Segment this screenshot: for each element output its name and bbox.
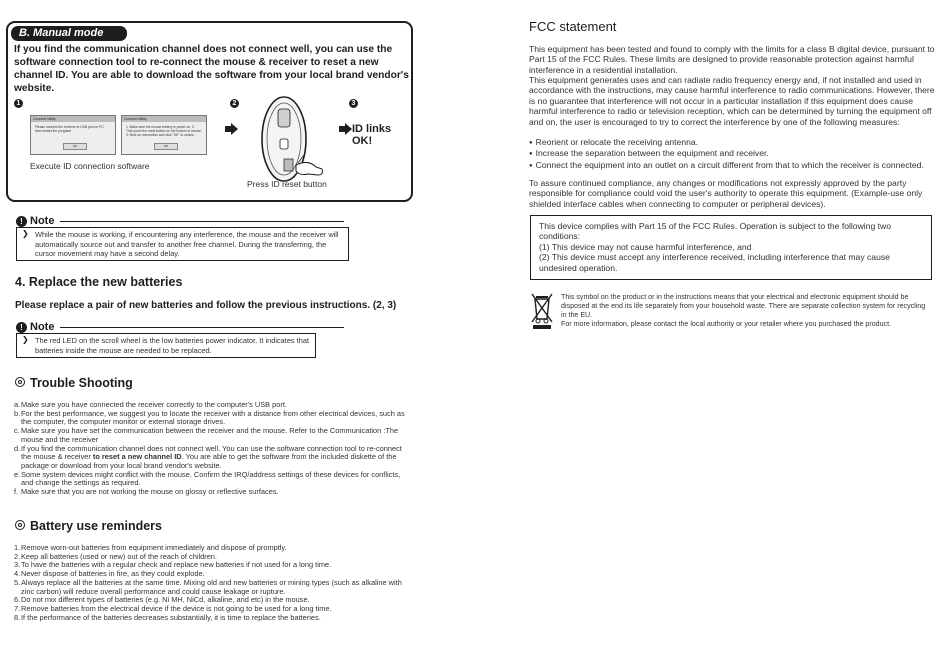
note-1-rule	[60, 221, 344, 222]
trouble-shooting-list	[14, 401, 414, 497]
step-2-badge: 2	[230, 99, 239, 108]
bullseye-icon	[15, 377, 25, 387]
note-1-text: While the mouse is working, if encountering any interference, the mouse and the receiver will automatically source out and transfer to another free channel. During the transferring, the cursor movement may have a second delay.	[35, 230, 339, 258]
note-1-box	[16, 227, 349, 261]
step-1-badge: 1	[14, 99, 23, 108]
crossed-bin-icon	[530, 292, 554, 330]
compliance-line-2: (1) This device may not cause harmful interference, and	[539, 241, 752, 252]
compliance-line-1: This device complies with Part 15 of the FCC Rules. Operation is subject to the following two conditions:	[539, 221, 892, 242]
compliance-line-3: (2) This device must accept any interference received, including interference that may cause undesired operation.	[539, 252, 890, 273]
fcc-measures-list	[529, 137, 924, 171]
list-item: e. Some system devices might conflict with the mouse. Confirm the IRQ/address settings of these devices for conflicts, and change the settings as required.	[14, 469, 401, 488]
note-2-box	[16, 333, 316, 358]
replace-batteries-heading: 4. Replace the new batteries	[15, 275, 183, 289]
mouse-reset-illustration	[256, 87, 328, 187]
list-item: d. If you find the communication channel does not connect well. You can use the software connection tool to re-connect the mouse & receiver to reset a new channel ID. You are able to get the software from the included diskette of the package or download from your local brand vendor's website.	[14, 443, 402, 470]
fcc-para-1: This equipment has been tested and found to comply with the limits for a class B digital device, pursuant to Part 15 of the FCC Rules. These limits are designed to provide reasonable protection against harmful interference in a residential installation.	[529, 44, 935, 75]
list-item: f. Make sure that you are not working the mouse on glossy or reflective surfaces.	[14, 487, 279, 497]
warning-icon: !	[16, 216, 27, 227]
fcc-para-3: To assure continued compliance, any changes or modifications not expressly approved by the party responsible for compliance could void the user's authority to operate this equipment. (Example-use only shielded interface cables when connecting to computer or peripheral devices).	[529, 178, 923, 209]
list-item: ● Increase the separation between the equipment and receiver.	[529, 148, 924, 159]
list-item: 5. Always replace all the batteries at the same time. Mixing old and new batteries or mining types (such as alkaline with zinc carbon) will reduce overall performance and could cause leakage or rupture.	[14, 577, 402, 596]
dialog-1-ok-button: OK	[63, 143, 87, 150]
list-item: ● Reorient or relocate the receiving antenna.	[529, 137, 924, 148]
note-2-text: The red LED on the scroll wheel is the low batteries power indicator. It indicates that batteries inside the mouse are needed to be replaced.	[35, 336, 310, 355]
caption-press-reset: Press ID reset button	[247, 179, 327, 189]
manual-mode-title: B. Manual mode	[11, 26, 127, 41]
list-item: 7. Remove batteries from the electrical device if the device is not going to be used for a long time.	[14, 603, 332, 613]
bullseye-icon	[15, 520, 25, 530]
list-item: 8. If the performance of the batteries decreases substantially, it is time to replace the batteries.	[14, 612, 321, 622]
list-item: 3. To have the batteries with a regular check and replace new batteries if not used for a long time.	[14, 560, 332, 570]
caption-execute-software: Execute ID connection software	[30, 161, 150, 171]
dialog-2-body: 1. Make sure the mouse battery is power on. 2. Then push the reset button on the bottom of mouse. 3. Next on connection and click "OK" to closes.	[126, 125, 202, 137]
fcc-para-2: This equipment generates uses and can radiate radio frequency energy and, if not installed and used in accordance with the instructions, may cause harmful interference to radio communications. However, there is no guarantee that interference will not occur in a particular installation if this equipment does cause harmful interference to radio or television reception, which can be determined by turning the equipment off and on, the user is encouraged to try to correct the interference by one of the following measures:	[529, 75, 935, 127]
list-item: 4. Never dispose of batteries in fire, as they could explode.	[14, 569, 205, 579]
note-1-title: Note	[30, 215, 55, 227]
replace-batteries-text: Please replace a pair of new batteries and follow the previous instructions. (2, 3)	[15, 300, 397, 311]
trouble-shooting-heading: Trouble Shooting	[15, 376, 133, 390]
step-3-badge: 3	[349, 99, 358, 108]
note-2-rule	[60, 327, 344, 328]
fcc-title: FCC statement	[529, 19, 617, 34]
list-item: c. Make sure you have set the communication between the receiver and the mouse. Refer to the Communication :The mouse and the receiver	[14, 426, 399, 444]
list-item: a. Make sure you have connected the receiver correctly to the computer's USB port.	[14, 400, 287, 409]
note-2-title: Note	[30, 321, 55, 333]
dialog-1-title: Connect Utility	[31, 116, 115, 122]
list-item: b. For the best performance, we suggest you to locate the receiver with a distance from other electrical devices, such as the computer, the computer monitor or external storage drives.	[14, 408, 405, 427]
note-2-header	[16, 321, 344, 333]
dialog-1-body: Please connect the receiver to USB port on PC, then restart the program!	[35, 125, 105, 133]
list-item: 2. Keep all batteries (used or new) out of the reach of children.	[14, 551, 217, 561]
note-1-header	[16, 215, 344, 227]
right-column	[475, 0, 950, 648]
connect-dialog-1	[30, 115, 116, 155]
chevron-right-icon: ❯	[22, 335, 29, 344]
warning-icon: !	[16, 322, 27, 333]
chevron-right-icon: ❯	[22, 229, 29, 238]
list-item: 6. Do not mix different types of batteries (e.g. Ni MH, NiCd, alkaline, and etc) in the mouse.	[14, 595, 310, 605]
manual-mode-text: If you find the communication channel does not connect well, you can use the software connection tool to re-connect the mouse & receiver to reset a new channel ID. You are able to download the software from your local brand vendor's website.	[14, 44, 409, 94]
manual-mode-box	[6, 21, 413, 202]
dialog-2-title: Connect Utility	[122, 116, 206, 122]
battery-reminders-list	[14, 544, 414, 622]
battery-reminders-heading: Battery use reminders	[15, 519, 162, 533]
list-item: 1. Remove worn-out batteries from equipment immediately and dispose of promptly.	[14, 543, 287, 552]
connect-dialog-2	[121, 115, 207, 155]
weee-notice: This symbol on the product or in the instructions means that your electrical and electronic equipment should be disposed at the end its life separately from your household waste. There are separate collection system for recycling in the EU. For more information, please contact the local authority or your retailer where you purchased the product.	[561, 293, 926, 328]
dialog-2-ok-button: OK	[154, 143, 178, 150]
id-links-ok-text: ID links OK!	[352, 123, 392, 147]
fcc-compliance-box	[530, 215, 932, 280]
list-item: ● Connect the equipment into an outlet on a circuit different from that to which the receiver is connected.	[529, 160, 924, 171]
